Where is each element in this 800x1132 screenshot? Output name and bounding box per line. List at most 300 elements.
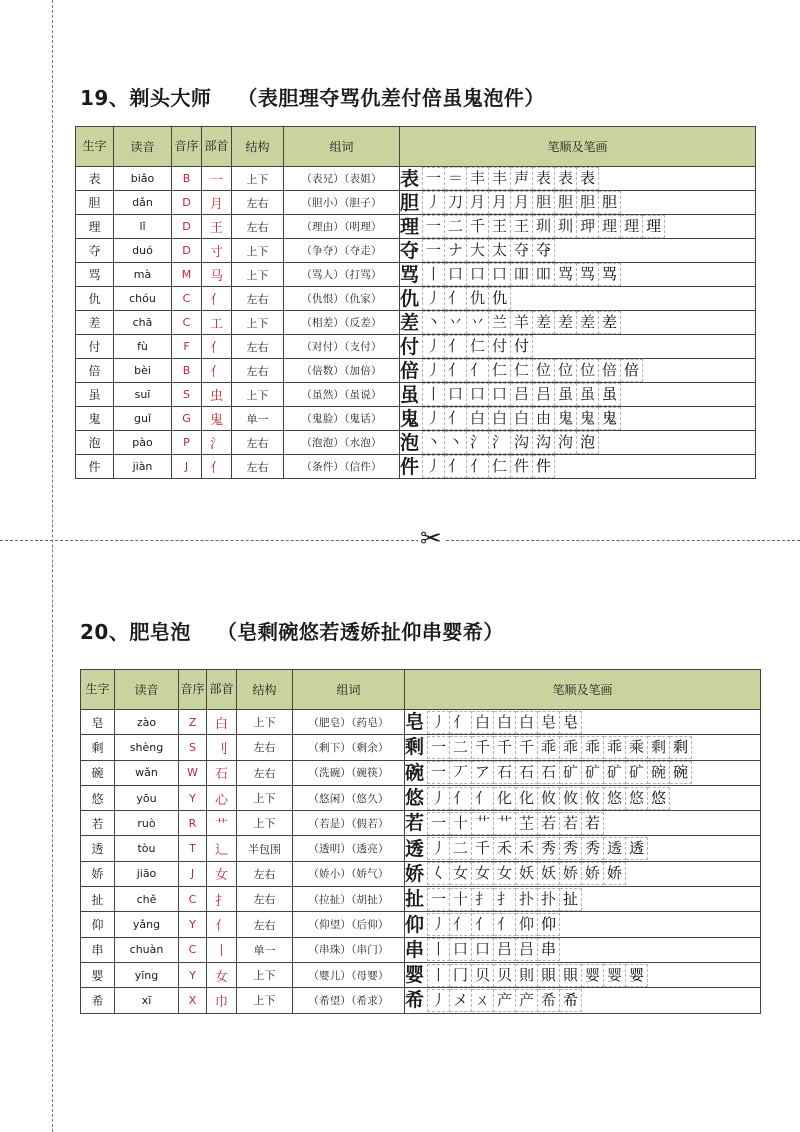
stroke-step: 胆 [555,191,577,214]
practice-char: 夺 [400,239,420,262]
stroke-step: 丿 [427,837,450,860]
word-examples: （仰望）（后仰） [293,912,405,937]
structure: 左右 [232,215,284,239]
stroke-order-cell [400,431,756,455]
stroke-step: 位 [533,359,555,382]
stroke-step: 娇 [560,862,582,885]
practice-char: 碗 [405,761,425,784]
structure: 单一 [232,407,284,431]
stroke-step: 差 [577,311,599,334]
pinyin: dǎn [114,191,172,215]
practice-char: 仇 [400,287,420,310]
stroke-step: 表 [555,167,577,190]
stroke-step: 矿 [604,761,626,784]
radical: 鬼 [202,407,232,431]
cut-line [0,540,800,541]
stroke-step: 乖 [582,736,604,759]
lesson-20-char-list: （皂剩碗悠若透娇扯仰串婴希） [216,620,504,644]
structure: 上下 [232,239,284,263]
stroke-step: 丨 [422,383,445,406]
stroke-step: 石 [516,761,538,784]
stroke-step: 婴 [626,964,648,987]
stroke-step: 娇 [582,862,604,885]
table-row [81,887,761,912]
pinyin-initial: D [172,215,202,239]
new-char: 鬼 [76,407,114,431]
new-char: 倍 [76,359,114,383]
pinyin: jiàn [114,455,172,479]
structure: 半包围 [237,836,293,861]
stroke-step: 化 [494,787,516,810]
new-char: 表 [76,167,114,191]
pinyin: pào [114,431,172,455]
stroke-step: 口 [472,938,494,961]
radical: 寸 [202,239,232,263]
practice-char: 表 [400,167,420,190]
new-char: 娇 [81,861,115,886]
pinyin-initial: C [179,887,207,912]
stroke-step: 骂 [599,263,621,286]
stroke-step: 石 [538,761,560,784]
stroke-step: 白 [472,711,494,734]
pinyin: yōu [115,785,179,810]
lesson-19-char-list: （表胆理夺骂仇差付倍虽鬼泡件） [237,86,545,110]
stroke-step: 月 [489,191,511,214]
practice-char: 泡 [400,431,420,454]
new-char: 虽 [76,383,114,407]
stroke-step: 胆 [533,191,555,214]
practice-char: 胆 [400,191,420,214]
pinyin: shèng [115,735,179,760]
practice-char: 串 [405,938,425,961]
table-row [76,431,756,455]
stroke-order-cell [400,335,756,359]
structure: 左右 [237,760,293,785]
structure: 左右 [237,887,293,912]
stroke-step: 件 [533,455,555,478]
lesson-19-title [80,82,545,111]
new-char: 若 [81,811,115,836]
stroke-step: 口 [489,383,511,406]
stroke-order-cell [400,215,756,239]
stroke-order-cell [405,735,761,760]
stroke-step: 矿 [626,761,648,784]
radical: 白 [207,710,237,735]
stroke-step: 羊 [511,311,533,334]
pinyin: lǐ [114,215,172,239]
stroke-step: 表 [577,167,599,190]
stroke-step: 月 [511,191,533,214]
table-row [81,912,761,937]
stroke-order-cell [400,311,756,335]
pinyin: chā [114,311,172,335]
pinyin-initial: C [172,287,202,311]
word-examples: （串珠）（串门） [293,937,405,962]
stroke-step: 月 [467,191,489,214]
word-examples: （透明）（透亮） [293,836,405,861]
word-examples: （婴儿）（母婴） [293,962,405,987]
new-char: 悠 [81,785,115,810]
stroke-step: 刀 [445,191,467,214]
structure: 上下 [237,988,293,1013]
stroke-step: 丨 [422,263,445,286]
stroke-step: 丷 [445,311,467,334]
word-examples: （若是）（假若） [293,811,405,836]
structure: 左右 [232,335,284,359]
scissors-icon: ✂ [420,524,442,554]
word-examples: （剩下）（剩余） [293,735,405,760]
pinyin: yǎng [115,912,179,937]
table-header-row [76,127,756,167]
table-row [76,287,756,311]
radical: 巾 [207,988,237,1013]
lesson-20-vocab-table [80,669,761,1014]
pinyin: zào [115,710,179,735]
new-char: 泡 [76,431,114,455]
stroke-step: 扌 [472,888,494,911]
new-char: 碗 [81,760,115,785]
pinyin-initial: D [172,239,202,263]
stroke-order-cell [400,359,756,383]
stroke-step: 口 [467,383,489,406]
word-examples: （虽然）（虽说） [284,383,400,407]
stroke-step: 乖 [604,736,626,759]
pinyin: tòu [115,836,179,861]
stroke-step: 一 [427,736,450,759]
stroke-step: 皂 [560,711,582,734]
structure: 左右 [232,431,284,455]
header-seq: 音序 [179,670,207,710]
radical: 扌 [207,887,237,912]
word-examples: （相差）（反差） [284,311,400,335]
stroke-step: 冂 [450,964,472,987]
table-row [81,735,761,760]
stroke-step: 丿 [427,711,450,734]
radical: 艹 [207,811,237,836]
pinyin-initial: J [179,861,207,886]
stroke-step: 王 [489,215,511,238]
structure: 上下 [237,710,293,735]
stroke-step: 亻 [445,335,467,358]
stroke-step: 剩 [648,736,670,759]
table-row [76,335,756,359]
stroke-step: 丆 [450,761,472,784]
pinyin: chě [115,887,179,912]
stroke-step: 化 [516,787,538,810]
stroke-step: 一 [422,215,445,238]
pinyin-initial: Z [179,710,207,735]
radical: 刂 [207,735,237,760]
stroke-step: 理 [643,215,665,238]
structure: 上下 [237,785,293,810]
stroke-order-cell [400,191,756,215]
stroke-step: 仰 [516,913,538,936]
new-char: 仰 [81,912,115,937]
table-row [81,836,761,861]
stroke-step: 仁 [467,335,489,358]
stroke-step: 口 [489,263,511,286]
stroke-step: 丷 [467,311,489,334]
stroke-step: 妖 [516,862,538,885]
stroke-order-cell [405,861,761,886]
new-char: 希 [81,988,115,1013]
stroke-step: 亻 [445,287,467,310]
structure: 单一 [237,937,293,962]
stroke-step: 声 [511,167,533,190]
stroke-step: 攸 [582,787,604,810]
stroke-step: 骂 [577,263,599,286]
stroke-step: 口 [467,263,489,286]
pinyin: chuàn [115,937,179,962]
stroke-order-cell [400,167,756,191]
stroke-step: 二 [450,837,472,860]
lesson-20-name: 20、肥皂泡 [80,620,191,644]
stroke-step: 仁 [489,359,511,382]
header-words: 组词 [293,670,405,710]
stroke-step: 丿 [422,455,445,478]
stroke-step: 丰 [467,167,489,190]
lesson-19-name: 19、剃头大师 [80,86,212,110]
stroke-step: 亻 [472,913,494,936]
word-examples: （仇恨）（仇家） [284,287,400,311]
stroke-step: 丶 [422,311,445,334]
structure: 左右 [232,287,284,311]
stroke-step: 倍 [621,359,643,382]
radical: 亻 [202,287,232,311]
practice-char: 付 [400,335,420,358]
word-examples: （条件）（信件） [284,455,400,479]
pinyin-initial: Y [179,912,207,937]
pinyin-initial: S [179,735,207,760]
stroke-step: 吕 [516,938,538,961]
stroke-step: 位 [555,359,577,382]
pinyin: duó [114,239,172,263]
pinyin: ruò [115,811,179,836]
stroke-step: 透 [626,837,648,860]
pinyin-initial: B [172,359,202,383]
stroke-step: 吅 [533,263,555,286]
new-char: 透 [81,836,115,861]
pinyin-initial: Y [179,785,207,810]
table-header-row [81,670,761,710]
stroke-step: ＝ [445,167,467,190]
header-char: 生字 [81,670,115,710]
stroke-step: 賏 [560,964,582,987]
word-examples: （希望）（希求） [293,988,405,1013]
stroke-step: 亻 [467,359,489,382]
table-row [81,861,761,886]
table-row [76,383,756,407]
stroke-step: 一 [422,239,445,262]
stroke-order-cell [400,455,756,479]
radical: 王 [202,215,232,239]
header-structure: 结构 [237,670,293,710]
table-row [76,407,756,431]
stroke-step: 太 [489,239,511,262]
radical: 氵 [202,431,232,455]
stroke-step: 女 [472,862,494,885]
stroke-step: 丶 [422,431,445,454]
stroke-step: 虽 [599,383,621,406]
stroke-step: 贝 [494,964,516,987]
word-examples: （拉扯）（胡扯） [293,887,405,912]
stroke-step: 付 [489,335,511,358]
pinyin: mà [114,263,172,287]
table-row [81,760,761,785]
stroke-step: 丿 [427,787,450,810]
stroke-order-cell [400,263,756,287]
stroke-step: 亻 [445,359,467,382]
stroke-step: 沟 [533,431,555,454]
radical: 亻 [202,455,232,479]
stroke-step: 位 [577,359,599,382]
stroke-step: 亻 [450,913,472,936]
stroke-step: 千 [494,736,516,759]
stroke-step: 芏 [516,812,538,835]
stroke-step: 秀 [582,837,604,860]
practice-char: 虽 [400,383,420,406]
new-char: 件 [76,455,114,479]
stroke-step: 艹 [472,812,494,835]
stroke-step: 口 [445,383,467,406]
table-row [81,937,761,962]
word-examples: （表兄）（表姐） [284,167,400,191]
pinyin-initial: C [179,937,207,962]
table-row [81,962,761,987]
stroke-step: 女 [494,862,516,885]
stroke-step: メ [450,989,472,1012]
stroke-step: 丨 [427,964,450,987]
stroke-step: 仰 [538,913,560,936]
stroke-step: 二 [445,215,467,238]
practice-char: 婴 [405,964,425,987]
structure: 左右 [232,359,284,383]
radical: 辶 [207,836,237,861]
stroke-step: 丿 [422,407,445,430]
header-pinyin: 读音 [115,670,179,710]
table-row [76,239,756,263]
practice-char: 差 [400,311,420,334]
pinyin-initial: B [172,167,202,191]
stroke-step: 則 [516,964,538,987]
stroke-step: 亻 [450,711,472,734]
stroke-step: 氵 [489,431,511,454]
stroke-step: 胆 [577,191,599,214]
pinyin: yīng [115,962,179,987]
stroke-step: 表 [533,167,555,190]
pinyin: wǎn [115,760,179,785]
stroke-step: 希 [560,989,582,1012]
structure: 上下 [232,167,284,191]
stroke-step: 𡿨 [427,862,450,885]
word-examples: （悠闲）（悠久） [293,785,405,810]
table-row [76,359,756,383]
stroke-step: 十 [450,888,472,911]
pinyin: fù [114,335,172,359]
stroke-step: 二 [450,736,472,759]
stroke-step: 扯 [560,888,582,911]
stroke-step: 产 [516,989,538,1012]
new-char: 剩 [81,735,115,760]
stroke-step: 白 [511,407,533,430]
word-examples: （鬼脸）（鬼话） [284,407,400,431]
practice-char: 剩 [405,736,425,759]
new-char: 付 [76,335,114,359]
stroke-step: 口 [450,938,472,961]
stroke-order-cell [405,912,761,937]
table-row [81,811,761,836]
stroke-step: 贝 [472,964,494,987]
header-radical: 部首 [202,127,232,167]
table-row [76,167,756,191]
stroke-step: 虽 [555,383,577,406]
new-char: 骂 [76,263,114,287]
stroke-step: 泡 [577,431,599,454]
practice-char: 件 [400,455,420,478]
stroke-step: 亻 [494,913,516,936]
stroke-step: 透 [604,837,626,860]
stroke-step: 亻 [445,455,467,478]
word-examples: （骂人）（打骂） [284,263,400,287]
stroke-step: 亻 [467,455,489,478]
stroke-step: 口 [445,263,467,286]
stroke-order-cell [405,937,761,962]
stroke-step: 王 [511,215,533,238]
structure: 左右 [237,735,293,760]
stroke-step: 仁 [511,359,533,382]
lesson-19-vocab-table [75,126,756,479]
practice-char: 若 [405,812,425,835]
stroke-step: 悠 [626,787,648,810]
radical: 虫 [202,383,232,407]
stroke-step: 希 [538,989,560,1012]
stroke-order-cell [400,239,756,263]
new-char: 理 [76,215,114,239]
new-char: 皂 [81,710,115,735]
stroke-step: 白 [516,711,538,734]
radical: 亻 [202,359,232,383]
pinyin: jiāo [115,861,179,886]
practice-char: 悠 [405,787,425,810]
table-row [76,263,756,287]
table-row [81,785,761,810]
structure: 左右 [237,912,293,937]
word-examples: （娇小）（娇气） [293,861,405,886]
stroke-step: 一 [422,167,445,190]
stroke-step: 鬼 [599,407,621,430]
stroke-step: ナ [445,239,467,262]
stroke-step: 丶 [445,431,467,454]
stroke-step: 白 [489,407,511,430]
new-char: 差 [76,311,114,335]
stroke-step: 碗 [670,761,692,784]
stroke-order-cell [400,407,756,431]
stroke-step: 十 [450,812,472,835]
pinyin-initial: M [172,263,202,287]
structure: 上下 [232,383,284,407]
stroke-step: 婴 [604,964,626,987]
stroke-step: 一 [427,812,450,835]
stroke-step: 丰 [489,167,511,190]
pinyin-initial: S [172,383,202,407]
stroke-order-cell [405,811,761,836]
header-strokes: 笔顺及笔画 [400,127,756,167]
stroke-step: 产 [494,989,516,1012]
stroke-step: 賏 [538,964,560,987]
structure: 左右 [232,191,284,215]
structure: 上下 [232,311,284,335]
stroke-step: 差 [599,311,621,334]
